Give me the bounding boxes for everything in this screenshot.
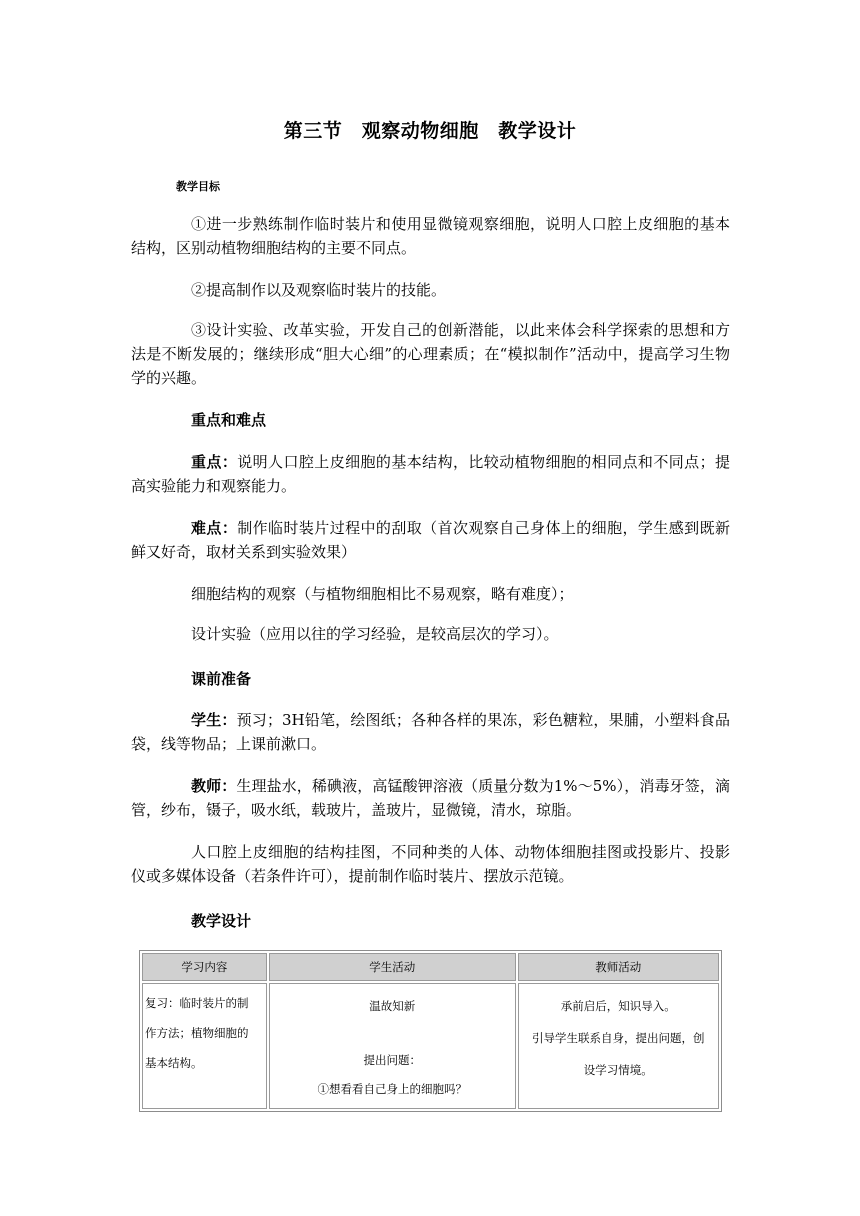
header-teacher-activity: 教师活动 — [518, 953, 719, 981]
student-activity-line: ①想看看自己身上的细胞吗？ — [317, 1082, 467, 1096]
header-student-activity: 学生活动 — [269, 953, 516, 981]
objective-2: ②提高制作以及观察临时装片的技能。 — [191, 281, 447, 299]
student-activity-line: 温故知新 — [369, 999, 416, 1013]
cell-teacher-activity — [518, 983, 719, 1109]
teacher-activity-line: 引导学生联系自身，提出问题，创 — [532, 1031, 705, 1045]
difficulty-extra-1: 细胞结构的观察（与植物细胞相比不易观察，略有难度）； — [191, 585, 574, 603]
focus-paragraph — [131, 450, 730, 498]
difficulty-paragraph — [131, 516, 730, 564]
design-heading: 教学设计 — [191, 912, 252, 930]
difficulty-text: 制作临时装片过程中的刮取（首次观察自己身体上的细胞，学生感到既新鲜又好奇，取材关系到实验效果） — [131, 519, 730, 561]
objectives-heading: 教学目标 — [176, 180, 220, 193]
prep-extra-paragraph: 人口腔上皮细胞的结构挂图，不同种类的人体、动物体细胞挂图或投影片、投影仪或多媒体设备（若条件许可），提前制作临时装片、摆放示范镜。 — [131, 843, 730, 885]
student-activity-line: 提出问题： — [363, 1053, 421, 1067]
table-row — [142, 983, 719, 1109]
table-header-row — [142, 953, 719, 981]
student-prep-paragraph — [131, 708, 730, 756]
teacher-label: 教师： — [191, 777, 237, 795]
page-title: 第三节 观察动物细胞 教学设计 — [283, 120, 577, 142]
cell-content — [142, 983, 267, 1109]
focus-text: 说明人口腔上皮细胞的基本结构，比较动植物细胞的相同点和不同点；提高实验能力和观察能力。 — [131, 453, 730, 495]
objective-3: ③设计实验、改革实验，开发自己的创新潜能，以此来体会科学探索的思想和方法是不断发展的；继续形成“胆大心细”的心理素质；在“模拟制作”活动中，提高学习生物学的兴趣。 — [131, 321, 730, 387]
teacher-prep-paragraph — [131, 774, 730, 822]
header-content: 学习内容 — [142, 953, 267, 981]
teacher-activity-line: 设学习情境。 — [583, 1063, 653, 1077]
focus-label: 重点： — [191, 453, 238, 471]
teacher-prep-text: 生理盐水，稀碘液，高锰酸钾溶液（质量分数为1%～5%），消毒牙签，滴管，纱布，镊子，吸水纸，载玻片，盖玻片，显微镜，清水，琼脂。 — [131, 777, 730, 819]
objective-1: ①进一步熟练制作临时装片和使用显微镜观察细胞，说明人口腔上皮细胞的基本结构，区别动植物细胞结构的主要不同点。 — [131, 215, 730, 257]
difficulty-label: 难点： — [191, 519, 238, 537]
preparation-heading: 课前准备 — [191, 670, 252, 688]
content-line: 作方法；植物细胞的 — [145, 1026, 249, 1040]
cell-student-activity — [269, 983, 516, 1109]
student-label: 学生： — [191, 711, 237, 729]
content-line: 复习：临时装片的制 — [145, 996, 249, 1010]
difficulty-extra-2: 设计实验（应用以往的学习经验，是较高层次的学习）。 — [191, 625, 559, 643]
teacher-activity-line: 承前启后，知识导入。 — [560, 999, 676, 1013]
key-points-heading: 重点和难点 — [191, 411, 267, 429]
teaching-design-table — [139, 950, 722, 1112]
content-line: 基本结构。 — [145, 1056, 203, 1070]
student-prep-text: 预习；3H铅笔，绘图纸；各种各样的果冻，彩色糖粒，果脯，小塑料食品袋，线等物品；上课前漱口。 — [131, 711, 730, 753]
